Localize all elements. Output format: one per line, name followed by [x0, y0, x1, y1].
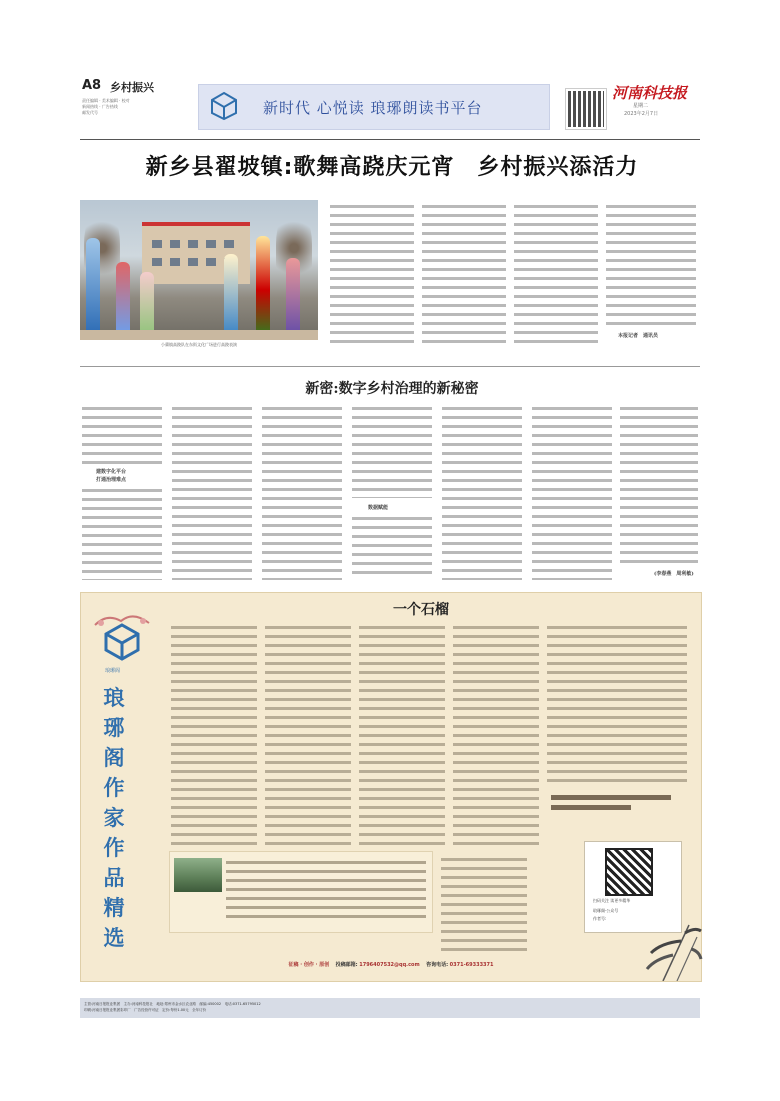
editor-info-line: 新闻热线 · 广告热线: [82, 104, 118, 109]
editor-info-line: 责任编辑 · 美术编辑 · 校对: [82, 98, 130, 103]
qr-code-icon[interactable]: [605, 848, 653, 896]
langya-pavilion-logo: [93, 611, 151, 667]
weekday: 星期二: [633, 103, 649, 109]
essay-column: [171, 623, 257, 847]
essay-column: [441, 855, 527, 951]
article-2-column: [442, 404, 522, 580]
author-bio-text: [226, 858, 426, 918]
section-name: 乡村振兴: [110, 81, 154, 94]
photo-caption: 小冀镇高跷队在东街文化广场进行高跷表演: [161, 342, 237, 347]
article-2-column: [620, 404, 698, 566]
literary-section: [80, 592, 702, 982]
masthead: [82, 78, 702, 138]
article-2-column: [352, 404, 432, 498]
banner-slogan: 新时代 心悦读 琅琊朗读书平台: [263, 99, 483, 117]
page-number: A8: [82, 78, 102, 93]
reading-platform-banner[interactable]: [198, 84, 550, 130]
essay-title: 一个石榴: [393, 602, 449, 618]
article-2-column: [82, 404, 162, 464]
essay-column: [547, 623, 687, 787]
editor-info: [82, 98, 182, 116]
essay-column: [265, 623, 351, 847]
footer-email-label: 投稿邮箱:: [335, 962, 358, 968]
article-2-subhead: 打通治理难点: [96, 477, 127, 483]
footer-line: 印刷:河南日报报业集团彩印厂 广告经营许可证 定价:每份1.00元 全年订价: [84, 1008, 207, 1012]
newspaper-logo: 河南科技报: [612, 84, 688, 102]
bamboo-illustration: [593, 923, 703, 981]
article-2-byline: (李春燕 周利敏): [654, 571, 694, 577]
qr-code-icon[interactable]: [566, 89, 606, 129]
article-2-subhead: 数据赋能: [368, 505, 389, 511]
qr-code-panel[interactable]: [584, 841, 682, 933]
article-2-column: [532, 404, 612, 580]
article-1-column: [514, 202, 598, 348]
footer-line: 主管:河南日报报业集团 主办:河南科技报社 地址:郑州市金水区农业路 邮编:450002 电话:0371-65795012: [84, 1002, 261, 1006]
footer-email[interactable]: 1796407532@qq.com: [359, 962, 420, 968]
essay-note: [551, 795, 671, 800]
article-2-subhead: 建数字化平台: [96, 469, 127, 475]
qr-label: 琅琊阁·公众号: [593, 908, 619, 913]
essay-column: [359, 623, 445, 847]
author-bio: [169, 851, 433, 933]
festival-photo: [80, 200, 318, 340]
submission-info: [161, 961, 621, 968]
article-divider: [80, 366, 700, 367]
footer-phone-label: 咨询电话:: [426, 962, 449, 968]
column-side-title: 琅琊阁作家作品精选: [103, 685, 125, 950]
publication-footer: [80, 998, 700, 1018]
article-1-column: [422, 202, 506, 348]
essay-column: [453, 623, 539, 847]
article-2-column: [262, 404, 342, 580]
article-2-column: [352, 514, 432, 580]
header-divider: [80, 139, 700, 140]
issue-date: 2023年2月7日: [624, 111, 659, 117]
essay-note: [551, 805, 631, 810]
qr-label: 作者号:: [593, 916, 607, 921]
footer-phone: 0371-69333371: [449, 962, 494, 968]
footer-prefix: 征稿 · 创作 · 原创: [288, 962, 330, 968]
logo-label: 琅琊阁: [105, 668, 121, 674]
cube-icon: [209, 91, 239, 121]
article-2-column: [172, 404, 252, 580]
qr-label: 扫码关注 读更多精华: [593, 898, 631, 903]
author-photo: [174, 858, 222, 892]
article-2-column: [82, 486, 162, 580]
editor-info-line: 邮发代号: [82, 110, 98, 115]
article-2-headline: 新密:数字乡村治理的新秘密: [305, 381, 479, 397]
main-headline: 新乡县翟坡镇:歌舞高跷庆元宵 乡村振兴添活力: [145, 155, 639, 180]
article-1-column: [330, 202, 414, 348]
article-1-column: [606, 202, 696, 330]
article-1-byline: 本报记者 通讯员: [618, 333, 659, 339]
